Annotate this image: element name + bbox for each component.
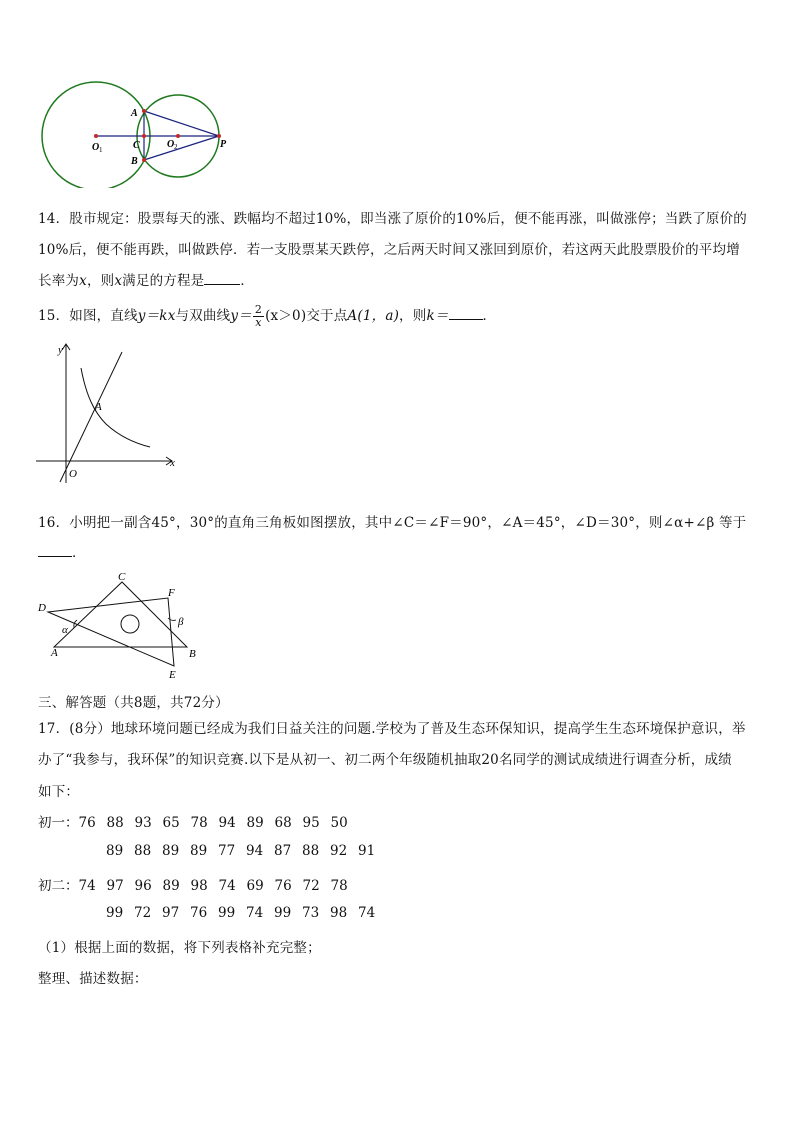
label-d: D: [38, 602, 46, 614]
q15-answer-blank[interactable]: [449, 307, 483, 320]
data-cell: 99: [274, 905, 292, 921]
data-cell: 95: [302, 815, 320, 831]
data-cell: 98: [190, 878, 208, 894]
q15-pre: 15．如图，直线: [38, 308, 138, 324]
data-cell: 94: [246, 843, 264, 859]
q14-line3-end: ．: [240, 273, 255, 289]
data-cell: 89: [106, 843, 124, 859]
point-o1: [94, 134, 98, 138]
grade2-label: 初二：: [38, 878, 79, 894]
point-o2: [176, 134, 180, 138]
label-a: A: [131, 108, 138, 119]
line-y-kx: [60, 352, 122, 482]
data-cell: 87: [274, 843, 292, 859]
label-b: B: [131, 156, 138, 167]
label-alpha: α: [62, 624, 68, 636]
q14-line3-mid: ，则: [86, 273, 115, 289]
q15-eq2: y＝: [230, 308, 252, 324]
label-a: A: [95, 401, 102, 413]
hyperbola-curve: [81, 368, 150, 447]
q14-line3-pre: 长率为: [38, 273, 80, 289]
data-cell: 74: [358, 905, 376, 921]
data-cell: 97: [106, 878, 124, 894]
q16-answer-blank[interactable]: [38, 544, 72, 557]
q14-line2: 10%后，便不能再跌，叫做跌停．若一支股票某天跌停，之后两天时间又涨回到原价，若这两天此股票股价的平均增: [38, 242, 740, 258]
label-e: E: [169, 669, 176, 681]
q14-line3-post: 满足的方程是: [122, 273, 205, 289]
q15-mid1: 与双曲线: [175, 308, 231, 324]
data-cell: 98: [330, 905, 348, 921]
data-cell: 78: [330, 878, 348, 894]
point-c: [142, 134, 146, 138]
data-cell: 99: [218, 905, 236, 921]
data-cell: 74: [78, 878, 96, 894]
q17-line2: 办了“我参与，我环保”的知识竞赛.以下是从初一、初二两个年级随机抽取20名同学的测试成绩进行调查分析，成绩: [38, 752, 732, 768]
hyperbola-figure: [34, 340, 184, 485]
data-cell: 89: [246, 815, 264, 831]
data-cell: 96: [134, 878, 152, 894]
data-cell: 93: [134, 815, 152, 831]
line-a-p: [144, 111, 219, 136]
section3-title: 三、解答题（共8题，共72分）: [38, 695, 229, 711]
q16-line2: [38, 541, 86, 561]
data-cell: 89: [190, 843, 208, 859]
q14-line3: [38, 269, 254, 289]
data-cell: 65: [162, 815, 180, 831]
q15-point: A(1，a): [347, 308, 400, 324]
data-cell: 89: [162, 843, 180, 859]
grade1-row1: [38, 811, 359, 831]
data-cell: 88: [106, 815, 124, 831]
q15-end: ．: [482, 308, 497, 324]
q15-mid2: 交于点: [306, 308, 348, 324]
q15-line: [38, 304, 496, 329]
label-b: B: [189, 648, 196, 660]
data-cell: 74: [246, 905, 264, 921]
data-cell: 74: [218, 878, 236, 894]
data-cell: 76: [190, 905, 208, 921]
grade2-row1: [38, 874, 359, 894]
data-cell: 73: [302, 905, 320, 921]
q17-sub1: （1）根据上面的数据，将下列表格补充完整；: [38, 940, 321, 956]
label-o2-sub: 2: [174, 143, 178, 151]
q17-line1: 17．(8分）地球环境问题已经成为我们日益关注的问题.学校为了普及生态环保知识，提高学生生态环境保护意识，举: [38, 721, 746, 737]
q15-fraction: [253, 304, 264, 329]
data-cell: 99: [106, 905, 124, 921]
label-c: C: [133, 140, 140, 151]
label-beta: β: [178, 616, 184, 628]
data-cell: 76: [78, 815, 96, 831]
line-b-p: [144, 136, 219, 160]
label-a: A: [51, 647, 58, 659]
point-b: [142, 158, 146, 162]
label-o: O: [69, 468, 77, 480]
data-cell: 50: [330, 815, 348, 831]
data-cell: 91: [358, 843, 376, 859]
grade2-row2: [106, 905, 386, 921]
two-circles-figure: [36, 78, 236, 188]
q14-line1: 14．股市规定：股票每天的涨、跌幅均不超过10%，即当涨了原价的10%后，便不能再涨，叫做涨停；当跌了原价的: [38, 211, 747, 227]
q16-line1: 16．小明把一副含45°，30°的直角三角板如图摆放，其中∠C＝∠F＝90°，∠A＝45°，∠D＝30°，则∠α+∠β 等于: [38, 515, 747, 531]
data-cell: 68: [274, 815, 292, 831]
data-cell: 92: [330, 843, 348, 859]
q14-answer-blank[interactable]: [204, 272, 240, 285]
q17-sub2: 整理、描述数据：: [38, 971, 148, 987]
data-cell: 78: [190, 815, 208, 831]
grade1-row2: [106, 843, 386, 859]
label-y: y: [58, 344, 63, 356]
q15-mid3: ，则: [399, 308, 427, 324]
q15-frac-den: x: [255, 316, 262, 329]
q15-cond: (x＞0): [265, 308, 307, 324]
label-o1: O: [92, 142, 100, 153]
label-p: P: [220, 139, 227, 150]
data-cell: 69: [246, 878, 264, 894]
angle-beta-arc: [168, 618, 176, 620]
label-f: F: [168, 587, 175, 599]
q15-frac-num: 2: [254, 303, 263, 316]
data-cell: 72: [134, 905, 152, 921]
q17-line3: 如下：: [38, 784, 80, 800]
q15-eq1: y＝kx: [137, 308, 176, 324]
data-cell: 94: [218, 815, 236, 831]
data-cell: 88: [302, 843, 320, 859]
q15-k: k＝: [426, 308, 449, 324]
q16-end: ．: [72, 545, 86, 561]
hole-circle: [121, 615, 139, 633]
data-cell: 77: [218, 843, 236, 859]
label-c: C: [118, 571, 126, 583]
label-x: x: [170, 457, 175, 469]
data-cell: 88: [134, 843, 152, 859]
triangles-figure: [34, 568, 209, 683]
point-a: [142, 109, 146, 113]
data-cell: 97: [162, 905, 180, 921]
data-cell: 76: [274, 878, 292, 894]
q14-var-x: x: [79, 273, 87, 289]
label-o2: O: [167, 139, 175, 150]
point-p: [217, 134, 221, 138]
label-o1-sub: 1: [99, 146, 103, 154]
data-cell: 89: [162, 878, 180, 894]
q14-var-x2: x: [114, 273, 123, 289]
data-cell: 72: [302, 878, 320, 894]
grade1-label: 初一：: [38, 815, 79, 831]
